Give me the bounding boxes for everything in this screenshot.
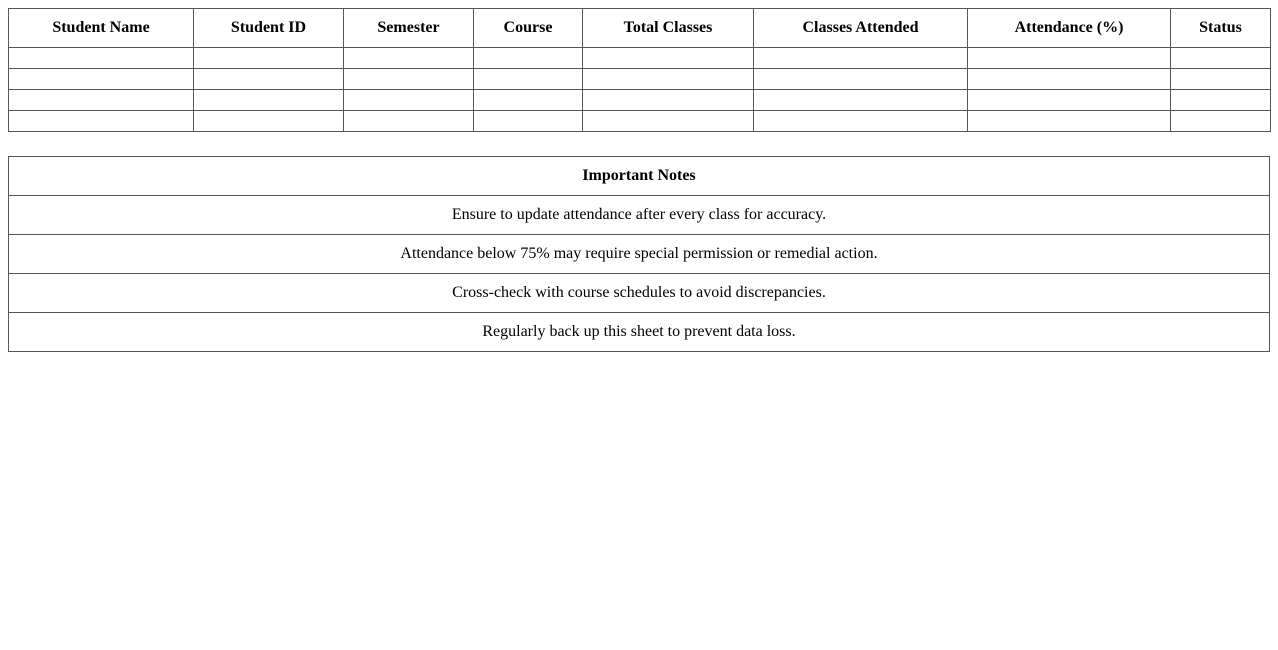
table-cell[interactable] — [1171, 90, 1271, 111]
column-header-status: Status — [1171, 9, 1271, 48]
table-cell[interactable] — [968, 90, 1171, 111]
table-cell[interactable] — [194, 48, 344, 69]
table-cell[interactable] — [194, 69, 344, 90]
table-cell[interactable] — [9, 48, 194, 69]
table-cell[interactable] — [344, 69, 474, 90]
note-row — [9, 235, 1270, 274]
table-cell[interactable] — [344, 90, 474, 111]
table-cell[interactable] — [968, 111, 1171, 132]
column-header-course: Course — [474, 9, 583, 48]
table-cell[interactable] — [474, 48, 583, 69]
table-cell[interactable] — [1171, 48, 1271, 69]
table-cell[interactable] — [754, 48, 968, 69]
note-row — [9, 274, 1270, 313]
column-header-student-name: Student Name — [9, 9, 194, 48]
table-cell[interactable] — [9, 69, 194, 90]
note-item: Cross-check with course schedules to avoid discrepancies. — [9, 274, 1270, 313]
table-cell[interactable] — [1171, 69, 1271, 90]
table-cell[interactable] — [194, 111, 344, 132]
notes-header-row — [9, 157, 1270, 196]
header-row — [9, 9, 1271, 48]
table-cell[interactable] — [9, 90, 194, 111]
table-cell[interactable] — [754, 90, 968, 111]
table-cell[interactable] — [344, 111, 474, 132]
note-item: Attendance below 75% may require special permission or remedial action. — [9, 235, 1270, 274]
table-cell[interactable] — [474, 69, 583, 90]
table-cell[interactable] — [344, 48, 474, 69]
table-cell[interactable] — [583, 111, 754, 132]
notes-table — [8, 156, 1270, 352]
column-header-semester: Semester — [344, 9, 474, 48]
table-cell[interactable] — [1171, 111, 1271, 132]
table-cell[interactable] — [474, 90, 583, 111]
table-cell[interactable] — [583, 48, 754, 69]
table-cell[interactable] — [583, 90, 754, 111]
table-cell[interactable] — [9, 111, 194, 132]
column-header-student-id: Student ID — [194, 9, 344, 48]
table-cell[interactable] — [968, 48, 1171, 69]
table-cell[interactable] — [968, 69, 1171, 90]
column-header-classes-attended: Classes Attended — [754, 9, 968, 48]
table-cell[interactable] — [754, 69, 968, 90]
notes-title: Important Notes — [9, 157, 1270, 196]
column-header-attendance-percent: Attendance (%) — [968, 9, 1171, 48]
note-item: Ensure to update attendance after every class for accuracy. — [9, 196, 1270, 235]
table-row — [9, 90, 1271, 111]
note-row — [9, 196, 1270, 235]
table-cell[interactable] — [583, 69, 754, 90]
table-cell[interactable] — [754, 111, 968, 132]
table-cell[interactable] — [474, 111, 583, 132]
note-item: Regularly back up this sheet to prevent data loss. — [9, 313, 1270, 352]
column-header-total-classes: Total Classes — [583, 9, 754, 48]
table-row — [9, 48, 1271, 69]
table-row — [9, 111, 1271, 132]
note-row — [9, 313, 1270, 352]
table-row — [9, 69, 1271, 90]
table-cell[interactable] — [194, 90, 344, 111]
attendance-table — [8, 8, 1271, 132]
